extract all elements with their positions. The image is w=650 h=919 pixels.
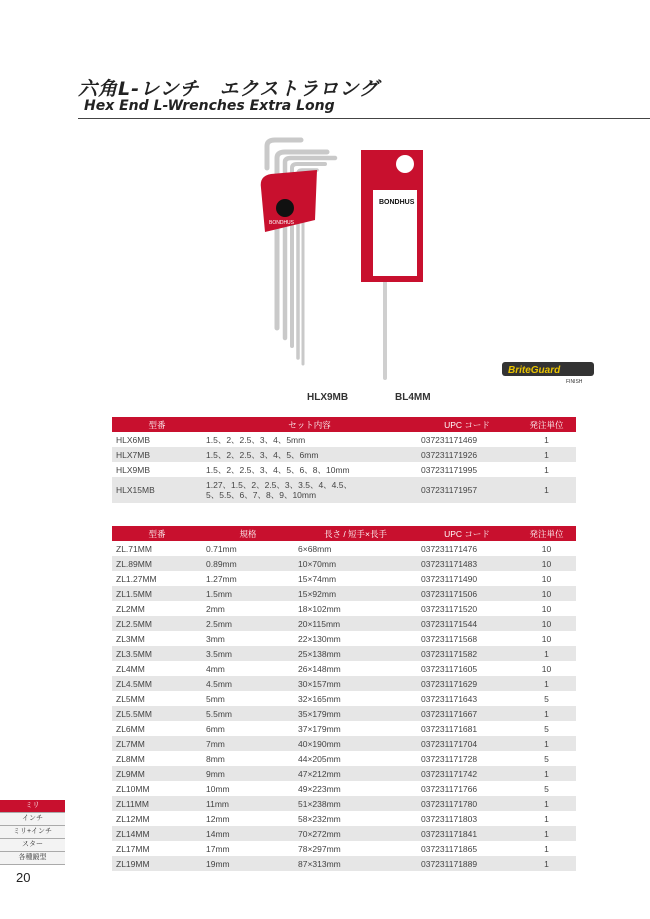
cell-length: 78×297mm	[298, 843, 341, 854]
cell-length: 51×238mm	[294, 796, 417, 811]
cell-size: 12mm	[206, 813, 230, 824]
cell-size: 4mm	[206, 663, 225, 674]
cell-qty: 1	[517, 856, 576, 871]
cell-model: ZL8MM	[116, 753, 145, 764]
cell-model: HLX6MB	[116, 434, 151, 445]
table-row	[112, 586, 576, 601]
cell-model: ZL17MM	[116, 843, 150, 854]
cell-qty: 1	[544, 843, 549, 854]
table-row	[112, 856, 576, 871]
briteguard-badge	[500, 358, 600, 386]
table-row	[112, 556, 576, 571]
cell-qty: 10	[541, 603, 552, 614]
table-row	[112, 616, 576, 631]
cell-upc: 037231171742	[417, 766, 517, 781]
cell-qty: 1	[517, 706, 576, 721]
table-row	[112, 571, 576, 586]
cell-length: 87×313mm	[294, 856, 417, 871]
cell-upc: 037231171728	[421, 753, 478, 764]
table-row	[112, 781, 576, 796]
briteguard-finish-text: FINISH	[566, 379, 583, 385]
cell-upc: 037231171865	[421, 843, 478, 854]
cell-size: 0.89mm	[202, 556, 294, 571]
cell-upc: 037231171957	[417, 477, 517, 503]
side-index-tabs	[0, 800, 65, 865]
page-title-en: Hex End L-Wrenches Extra Long	[84, 98, 335, 114]
cell-length: 10×70mm	[294, 556, 417, 571]
cell-qty: 10	[541, 543, 552, 554]
col-qty: 発注単位	[517, 526, 576, 541]
cell-upc: 037231171605	[421, 663, 478, 674]
col-model: 型番	[112, 526, 202, 541]
cell-size: 11mm	[202, 796, 294, 811]
cell-upc: 037231171643	[421, 693, 478, 704]
single-wrench-table	[112, 526, 576, 871]
cell-upc: 037231171629	[417, 676, 517, 691]
tag-brand: BONDHUS	[379, 199, 415, 206]
cell-upc: 037231171766	[421, 783, 478, 794]
cell-qty: 10	[541, 663, 552, 674]
cell-length: 30×157mm	[294, 676, 417, 691]
table-row	[112, 676, 576, 691]
cell-length: 32×165mm	[298, 693, 341, 704]
col-length: 長さ / 短手×長手	[294, 526, 417, 541]
table-row	[112, 646, 576, 661]
cell-upc: 037231171803	[421, 813, 478, 824]
cell-upc: 037231171469	[421, 434, 478, 445]
tab-misc[interactable]: 各種鍛型	[0, 852, 65, 865]
cell-qty: 1	[517, 646, 576, 661]
cell-upc: 037231171490	[421, 573, 478, 584]
cell-upc: 037231171704	[417, 736, 517, 751]
table-row	[112, 661, 576, 676]
cell-qty: 1	[517, 676, 576, 691]
cell-upc: 037231171476	[421, 543, 478, 554]
cell-model: ZL9MM	[112, 766, 202, 781]
cell-qty: 1	[544, 434, 549, 445]
cell-model: ZL10MM	[116, 783, 150, 794]
title-divider	[78, 118, 650, 119]
cell-model: ZL3.5MM	[112, 646, 202, 661]
cell-model: HLX9MB	[116, 464, 151, 475]
cell-model: ZL1.27MM	[116, 573, 157, 584]
cell-size: 1.5mm	[202, 586, 294, 601]
cell-qty: 1	[517, 766, 576, 781]
cell-qty: 1	[517, 447, 576, 462]
tag-hole	[396, 155, 414, 173]
cell-length: 22×130mm	[298, 633, 341, 644]
tab-star[interactable]: スター	[0, 839, 65, 852]
table-row	[112, 541, 576, 556]
cell-qty: 1	[517, 826, 576, 841]
cell-qty: 5	[544, 693, 549, 704]
col-upc: UPC コード	[417, 526, 517, 541]
cell-size: 5mm	[206, 693, 225, 704]
cell-length: 18×102mm	[298, 603, 341, 614]
cell-model: ZL2MM	[116, 603, 145, 614]
col-model: 型番	[112, 417, 202, 432]
cell-length: 15×92mm	[294, 586, 417, 601]
cell-model: HLX7MB	[112, 447, 202, 462]
table-row	[112, 706, 576, 721]
cell-qty: 10	[517, 616, 576, 631]
product-photo	[255, 128, 455, 408]
cell-model: ZL6MM	[116, 723, 145, 734]
cell-upc: 037231171582	[417, 646, 517, 661]
table-row	[112, 841, 576, 856]
table-row	[112, 631, 576, 646]
table-row	[112, 811, 576, 826]
cell-qty: 10	[517, 556, 576, 571]
table-row	[112, 601, 576, 616]
cell-qty: 5	[544, 783, 549, 794]
page-title-jp: 六角L-レンチ エクストラロング	[78, 78, 379, 100]
sets-table	[112, 417, 576, 503]
cell-length: 25×138mm	[294, 646, 417, 661]
cell-qty: 1	[517, 736, 576, 751]
cell-upc: 037231171506	[417, 586, 517, 601]
cell-contents-line1: 1.27、1.5、2、2.5、3、3.5、4、4.5、	[206, 480, 352, 490]
cell-model: ZL2.5MM	[112, 616, 202, 631]
cell-contents-line2: 5、5.5、6、7、8、9、10mm	[206, 490, 317, 500]
cell-qty: 1	[517, 477, 576, 503]
cell-size: 2.5mm	[202, 616, 294, 631]
cell-size: 3.5mm	[202, 646, 294, 661]
cell-size: 0.71mm	[206, 543, 237, 554]
cell-length: 44×205mm	[298, 753, 341, 764]
cell-upc: 037231171544	[417, 616, 517, 631]
cell-contents	[202, 477, 417, 503]
table-row	[112, 691, 576, 706]
cell-qty: 10	[541, 633, 552, 644]
cell-length: 49×223mm	[298, 783, 341, 794]
briteguard-logo-text: BriteGuard	[508, 365, 561, 376]
cell-qty: 10	[541, 573, 552, 584]
tab-inch[interactable]: インチ	[0, 813, 65, 826]
cell-model: ZL12MM	[116, 813, 150, 824]
cell-upc: 037231171681	[421, 723, 478, 734]
cell-qty: 5	[544, 753, 549, 764]
cell-length: 37×179mm	[298, 723, 341, 734]
col-contents: セット内容	[202, 417, 417, 432]
cell-length: 40×190mm	[294, 736, 417, 751]
table-row	[112, 462, 576, 477]
cell-length: 35×179mm	[294, 706, 417, 721]
cell-size: 8mm	[206, 753, 225, 764]
cell-contents: 1.5、2、2.5、3、4、5、6、8、10mm	[206, 464, 350, 475]
cell-model: ZL.71MM	[116, 543, 152, 554]
cell-size: 7mm	[202, 736, 294, 751]
cell-upc: 037231171841	[417, 826, 517, 841]
cell-upc: 037231171995	[421, 464, 478, 475]
page-number: 20	[16, 870, 31, 885]
table-row	[112, 751, 576, 766]
cell-qty: 1	[517, 796, 576, 811]
cell-size: 3mm	[206, 633, 225, 644]
holder-logo	[276, 199, 294, 217]
cell-model: HLX15MB	[112, 477, 202, 503]
cell-upc: 037231171483	[417, 556, 517, 571]
cell-size: 17mm	[206, 843, 230, 854]
cell-model: ZL5.5MM	[112, 706, 202, 721]
cell-model: ZL4.5MM	[112, 676, 202, 691]
cell-upc: 037231171520	[421, 603, 478, 614]
cell-length: 47×212mm	[294, 766, 417, 781]
table-row	[112, 447, 576, 462]
col-size: 規格	[202, 526, 294, 541]
sets-table-header	[112, 417, 576, 432]
col-qty: 発注単位	[517, 417, 576, 432]
cell-model: ZL11MM	[112, 796, 202, 811]
table-row	[112, 432, 576, 447]
table-row	[112, 736, 576, 751]
cell-upc: 037231171780	[417, 796, 517, 811]
cell-upc: 037231171568	[421, 633, 478, 644]
cell-length: 6×68mm	[298, 543, 332, 554]
cell-size: 14mm	[202, 826, 294, 841]
col-upc: UPC コード	[417, 417, 517, 432]
cell-model: ZL1.5MM	[112, 586, 202, 601]
cell-qty: 5	[544, 723, 549, 734]
cell-upc: 037231171889	[417, 856, 517, 871]
cell-model: ZL14MM	[112, 826, 202, 841]
cell-size: 19mm	[202, 856, 294, 871]
cell-size: 4.5mm	[202, 676, 294, 691]
cell-size: 10mm	[206, 783, 230, 794]
caption-bl4mm: BL4MM	[395, 392, 431, 403]
cell-length: 15×74mm	[298, 573, 337, 584]
cell-size: 2mm	[206, 603, 225, 614]
tab-mm[interactable]: ミリ	[0, 800, 65, 813]
cell-model: ZL5MM	[116, 693, 145, 704]
cell-length: 58×232mm	[298, 813, 341, 824]
cell-length: 70×272mm	[294, 826, 417, 841]
cell-model: ZL7MM	[112, 736, 202, 751]
cell-model: ZL.89MM	[112, 556, 202, 571]
table-row	[112, 766, 576, 781]
cell-qty: 1	[544, 813, 549, 824]
cell-contents: 1.5、2、2.5、3、4、5、6mm	[202, 447, 417, 462]
cell-size: 5.5mm	[202, 706, 294, 721]
table-row	[112, 721, 576, 736]
cell-length: 26×148mm	[298, 663, 341, 674]
cell-upc: 037231171667	[417, 706, 517, 721]
cell-length: 20×115mm	[294, 616, 417, 631]
cell-upc: 037231171926	[417, 447, 517, 462]
cell-qty: 10	[517, 586, 576, 601]
cell-size: 9mm	[202, 766, 294, 781]
cell-model: ZL19MM	[112, 856, 202, 871]
cell-size: 6mm	[206, 723, 225, 734]
table-row	[112, 826, 576, 841]
table-row	[112, 796, 576, 811]
cell-model: ZL3MM	[116, 633, 145, 644]
holder-brand: BONDHUS	[269, 220, 295, 226]
table-row	[112, 477, 576, 503]
single-table-header	[112, 526, 576, 541]
cell-model: ZL4MM	[116, 663, 145, 674]
cell-qty: 1	[544, 464, 549, 475]
cell-size: 1.27mm	[206, 573, 237, 584]
caption-hlx9mb: HLX9MB	[307, 392, 349, 403]
tab-mm-inch[interactable]: ミリ+インチ	[0, 826, 65, 839]
cell-contents: 1.5、2、2.5、3、4、5mm	[206, 434, 306, 445]
